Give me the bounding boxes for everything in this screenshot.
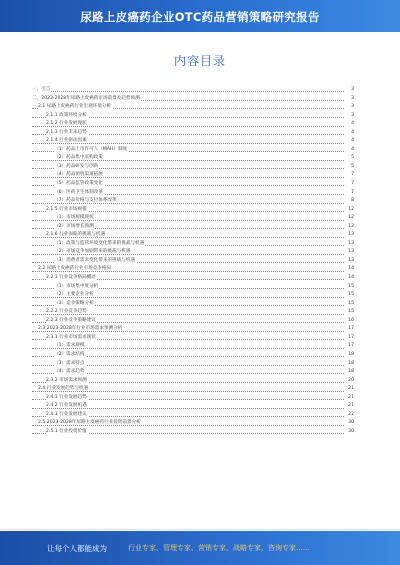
report-title: 尿路上皮癌药企业OTC药品营销策略研究报告 bbox=[80, 10, 320, 24]
toc-entry[interactable] bbox=[32, 86, 354, 95]
toc-entry[interactable] bbox=[32, 368, 354, 377]
toc-entry-label: （1）药品上市许可人（MAH）制度 bbox=[54, 146, 128, 152]
toc-entry-label: 2.2.2 行业竞争趋势 bbox=[46, 309, 87, 315]
toc-entry-page: 7 bbox=[350, 189, 354, 198]
toc-entry[interactable] bbox=[32, 137, 354, 146]
table-of-contents bbox=[32, 86, 354, 436]
toc-entry-label: （3）需求特点 bbox=[54, 360, 85, 366]
toc-entry-label: 2.1 尿路上皮癌药行业宏观环境分析 bbox=[38, 104, 112, 110]
toc-entry-label: （1）市场集中度分析 bbox=[54, 283, 99, 289]
toc-entry-page: 14 bbox=[347, 265, 354, 274]
toc-entry-label: 2.3.1 行业市场需求现状 bbox=[46, 334, 96, 340]
toc-entry[interactable] bbox=[32, 325, 354, 334]
toc-entry-label: （3）消费者需求变化带来的挑战与机遇 bbox=[54, 257, 136, 263]
toc-entry-label: （1）政策与监管环境变化带来的挑战与机遇 bbox=[54, 240, 145, 246]
toc-entry[interactable] bbox=[32, 206, 354, 215]
toc-entry-label: （7）药品价格与支付体系改革 bbox=[54, 198, 117, 204]
toc-entry-page: 3 bbox=[350, 86, 354, 95]
toc-entry-page: 3 bbox=[350, 95, 354, 104]
toc-entry-page: 5 bbox=[350, 154, 354, 163]
toc-entry-page: 15 bbox=[347, 300, 354, 309]
toc-entry-label: 2.4.2 行业发展机遇 bbox=[46, 403, 87, 409]
toc-entry[interactable] bbox=[32, 300, 354, 309]
toc-entry[interactable] bbox=[32, 95, 354, 104]
toc-entry-label: （2）主要企业分析 bbox=[54, 292, 94, 298]
dot-leader bbox=[32, 177, 344, 178]
toc-entry-label: 2.4 行业发展趋势与机遇 bbox=[38, 386, 89, 392]
toc-entry[interactable] bbox=[32, 402, 354, 411]
toc-entry-page: 4 bbox=[350, 146, 354, 155]
toc-entry-label: （4）需求趋势 bbox=[54, 369, 85, 375]
toc-entry-label: （2）市场竞争加剧带来的挑战与机遇 bbox=[54, 249, 131, 255]
toc-entry-label: 2.4.3 行业发展建议 bbox=[46, 411, 87, 417]
toc-entry-label: 2.1.1 政策环境分析 bbox=[46, 112, 87, 118]
toc-entry-page: 4 bbox=[350, 137, 354, 146]
toc-entry[interactable] bbox=[32, 231, 354, 240]
toc-entry-page: 30 bbox=[347, 419, 354, 428]
footer-slogan: 让每个人都能成为 bbox=[47, 544, 107, 553]
toc-entry-page: 3 bbox=[350, 112, 354, 121]
toc-entry-page: 4 bbox=[350, 129, 354, 138]
toc-entry[interactable] bbox=[32, 385, 354, 394]
toc-entry[interactable] bbox=[32, 214, 354, 223]
toc-entry[interactable] bbox=[32, 120, 354, 129]
toc-entry-page: 7 bbox=[350, 171, 354, 180]
toc-entry-label: 2.4.1 行业发展趋势 bbox=[46, 394, 87, 400]
toc-entry-label: 2.2 尿路上皮癌药行业市场竞争格局 bbox=[38, 266, 112, 272]
toc-entry-page: 3 bbox=[350, 103, 354, 112]
toc-entry-page: 12 bbox=[347, 206, 354, 215]
toc-entry[interactable] bbox=[32, 291, 354, 300]
toc-entry[interactable] bbox=[32, 411, 354, 420]
toc-entry-page: 17 bbox=[347, 334, 354, 343]
toc-entry-label: 2.5.1 行业投资价值 bbox=[46, 428, 87, 434]
toc-entry-page: 13 bbox=[347, 248, 354, 257]
toc-entry-page: 13 bbox=[347, 231, 354, 240]
toc-entry-label: 2.1.4 行业驱动因素 bbox=[46, 138, 87, 144]
toc-entry-page: 4 bbox=[350, 120, 354, 129]
toc-entry[interactable] bbox=[32, 103, 354, 112]
toc-entry-page: 22 bbox=[347, 411, 354, 420]
toc-entry[interactable] bbox=[32, 129, 354, 138]
toc-entry-label: 2.1.3 行业未来趋势 bbox=[46, 129, 87, 135]
toc-entry-page: 17 bbox=[347, 342, 354, 351]
toc-entry-label: （3）药品研发与创新 bbox=[54, 163, 99, 169]
toc-entry-label: 2.3 2023-2028年行业市场需求预测分析 bbox=[38, 326, 123, 332]
toc-entry[interactable] bbox=[32, 112, 354, 121]
toc-entry-page: 13 bbox=[347, 240, 354, 249]
toc-entry-label: 2.2.3 行业竞争策略建议 bbox=[46, 317, 96, 323]
toc-entry-page: 18 bbox=[347, 351, 354, 360]
toc-entry-label: 2.1.6 行业面临的挑战与机遇 bbox=[46, 232, 106, 238]
toc-entry[interactable] bbox=[32, 377, 354, 386]
toc-entry-label: 2.1.2 行业发展现状 bbox=[46, 121, 87, 127]
toc-entry-page: 17 bbox=[347, 325, 354, 334]
toc-entry-page: 30 bbox=[347, 428, 354, 437]
toc-entry[interactable] bbox=[32, 146, 354, 155]
toc-entry-page: 21 bbox=[347, 385, 354, 394]
toc-entry-page: 21 bbox=[347, 402, 354, 411]
footer-divider bbox=[0, 529, 400, 530]
toc-heading: 内容目录 bbox=[173, 54, 226, 68]
toc-entry[interactable] bbox=[32, 283, 354, 292]
toc-entry-label: （3）竞争策略分析 bbox=[54, 300, 94, 306]
toc-entry-label: （1）需求规模 bbox=[54, 343, 85, 349]
toc-entry[interactable] bbox=[32, 223, 354, 232]
page-header bbox=[0, 0, 400, 32]
toc-entry[interactable] bbox=[32, 342, 354, 351]
toc-entry-page: 13 bbox=[347, 257, 354, 266]
toc-entry[interactable] bbox=[32, 428, 354, 437]
toc-entry-label: （4）药品销售渠道拓展 bbox=[54, 172, 103, 178]
toc-entry[interactable] bbox=[32, 351, 354, 360]
toc-entry[interactable] bbox=[32, 257, 354, 266]
toc-entry[interactable] bbox=[32, 334, 354, 343]
toc-entry-page: 16 bbox=[347, 317, 354, 326]
toc-entry-page: 12 bbox=[347, 223, 354, 232]
toc-entry-label: 2.5 2023-2028年尿路上皮癌药行业投资前景分析 bbox=[38, 420, 141, 426]
toc-entry-label: 二、2023-2028年尿路上皮癌药市场前景及趋势预测 bbox=[32, 95, 140, 101]
dot-leader bbox=[32, 271, 344, 272]
toc-entry[interactable] bbox=[32, 180, 354, 189]
dot-leader bbox=[32, 91, 344, 92]
toc-entry-page: 15 bbox=[347, 291, 354, 300]
toc-entry-page: 12 bbox=[347, 214, 354, 223]
toc-entry-label: 一、引言 bbox=[32, 87, 51, 92]
toc-entry[interactable] bbox=[32, 394, 354, 403]
toc-entry-label: 2.3.2 市场需求预测 bbox=[46, 377, 87, 383]
toc-entry-label: （2）需求结构 bbox=[54, 351, 85, 357]
toc-entry-label: 2.2.1 行业竞争格局概述 bbox=[46, 275, 96, 281]
toc-entry[interactable] bbox=[32, 163, 354, 172]
toc-entry[interactable] bbox=[32, 189, 354, 198]
toc-entry-label: （6）医药卫生体制改革 bbox=[54, 189, 103, 195]
toc-entry-page: 8 bbox=[350, 197, 354, 206]
toc-entry-label: 2.1.5 行业市场规模 bbox=[46, 206, 87, 212]
toc-entry-page: 18 bbox=[347, 360, 354, 369]
toc-entry-label: （2）市场增长预测 bbox=[54, 223, 94, 229]
toc-entry-label: （2）药品集中采购政策 bbox=[54, 155, 103, 161]
toc-entry-page: 15 bbox=[347, 308, 354, 317]
page-footer bbox=[0, 531, 400, 565]
toc-entry-page: 18 bbox=[347, 368, 354, 377]
toc-entry-label: （1）市场规模现状 bbox=[54, 215, 94, 221]
toc-entry[interactable] bbox=[32, 154, 354, 163]
toc-entry-page: 14 bbox=[347, 274, 354, 283]
toc-entry[interactable] bbox=[32, 197, 354, 206]
toc-entry-page: 7 bbox=[350, 180, 354, 189]
toc-entry-page: 20 bbox=[347, 377, 354, 386]
toc-entry-page: 5 bbox=[350, 163, 354, 172]
toc-entry[interactable] bbox=[32, 419, 354, 428]
toc-entry[interactable] bbox=[32, 274, 354, 283]
toc-entry[interactable] bbox=[32, 360, 354, 369]
toc-entry[interactable] bbox=[32, 248, 354, 257]
toc-entry[interactable] bbox=[32, 240, 354, 249]
toc-entry[interactable] bbox=[32, 317, 354, 326]
footer-tagline: 行业专家、管理专家、营销专家、战略专家、咨询专家…… bbox=[128, 544, 310, 552]
toc-entry[interactable] bbox=[32, 171, 354, 180]
toc-entry[interactable] bbox=[32, 308, 354, 317]
toc-entry-label: （5）药品监管政策变化 bbox=[54, 181, 103, 187]
toc-entry-page: 15 bbox=[347, 283, 354, 292]
toc-entry-page: 21 bbox=[347, 394, 354, 403]
toc-entry[interactable] bbox=[32, 265, 354, 274]
